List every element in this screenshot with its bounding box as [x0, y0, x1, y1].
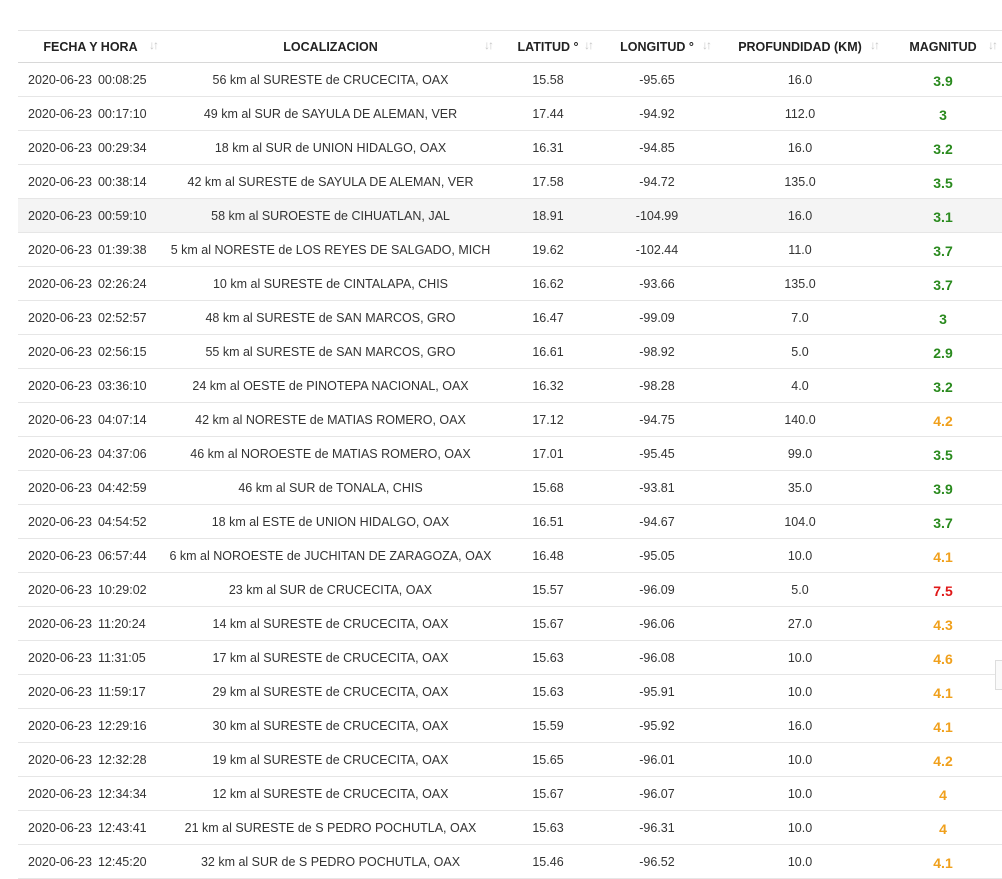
date-text: 2020-06-23 [28, 276, 92, 291]
cell-longitud: -96.52 [598, 845, 716, 879]
cell-magnitud: 4.2 [884, 403, 1002, 437]
date-text: 2020-06-23 [28, 140, 92, 155]
sort-arrows-icon[interactable]: ↓↑ [988, 38, 996, 52]
cell-fecha [18, 471, 163, 505]
cell-magnitud: 4 [884, 777, 1002, 811]
cell-longitud: -95.45 [598, 437, 716, 471]
date-text: 2020-06-23 [28, 752, 92, 767]
col-header-magnitud[interactable]: MAGNITUD ↓↑ [884, 31, 1002, 63]
cell-profundidad: 140.0 [716, 403, 884, 437]
cell-profundidad: 135.0 [716, 267, 884, 301]
cell-latitud: 16.32 [498, 369, 598, 403]
table-row[interactable] [18, 641, 1002, 675]
time-text: 00:29:34 [97, 140, 147, 155]
cell-fecha [18, 63, 163, 97]
cell-longitud: -93.66 [598, 267, 716, 301]
cell-magnitud: 4.2 [884, 743, 1002, 777]
cell-longitud: -96.01 [598, 743, 716, 777]
table-row[interactable] [18, 845, 1002, 879]
time-text: 12:32:28 [97, 752, 147, 767]
cell-latitud: 15.68 [498, 471, 598, 505]
cell-localizacion: 5 km al NORESTE de LOS REYES DE SALGADO, MICH [163, 233, 498, 267]
cell-magnitud: 4.1 [884, 539, 1002, 573]
table-row[interactable] [18, 267, 1002, 301]
date-text: 2020-06-23 [28, 548, 92, 563]
cell-localizacion: 18 km al ESTE de UNION HIDALGO, OAX [163, 505, 498, 539]
cell-latitud: 15.65 [498, 743, 598, 777]
cell-latitud: 17.01 [498, 437, 598, 471]
cell-profundidad: 5.0 [716, 335, 884, 369]
table-row[interactable] [18, 505, 1002, 539]
cell-magnitud: 2.9 [884, 335, 1002, 369]
cell-localizacion: 14 km al SURESTE de CRUCECITA, OAX [163, 607, 498, 641]
cell-magnitud: 3.7 [884, 267, 1002, 301]
cell-profundidad: 27.0 [716, 607, 884, 641]
cell-localizacion: 19 km al SURESTE de CRUCECITA, OAX [163, 743, 498, 777]
cell-localizacion: 24 km al OESTE de PINOTEPA NACIONAL, OAX [163, 369, 498, 403]
cell-fecha [18, 233, 163, 267]
cell-profundidad: 7.0 [716, 301, 884, 335]
cell-localizacion: 48 km al SURESTE de SAN MARCOS, GRO [163, 301, 498, 335]
date-text: 2020-06-23 [28, 378, 92, 393]
cell-magnitud: 7.5 [884, 573, 1002, 607]
sort-arrows-icon[interactable]: ↓↑ [149, 38, 157, 52]
col-header-profundidad[interactable]: PROFUNDIDAD (KM) ↓↑ [716, 31, 884, 63]
table-row[interactable] [18, 539, 1002, 573]
cell-latitud: 16.47 [498, 301, 598, 335]
table-row[interactable] [18, 233, 1002, 267]
cell-fecha [18, 811, 163, 845]
date-text: 2020-06-23 [28, 820, 92, 835]
date-text: 2020-06-23 [28, 786, 92, 801]
table-row[interactable] [18, 301, 1002, 335]
time-text: 12:45:20 [97, 854, 147, 869]
cell-fecha [18, 403, 163, 437]
cell-profundidad: 11.0 [716, 233, 884, 267]
table-row[interactable] [18, 675, 1002, 709]
table-row[interactable] [18, 811, 1002, 845]
cell-magnitud: 4.1 [884, 845, 1002, 879]
cell-longitud: -98.28 [598, 369, 716, 403]
cell-latitud: 16.61 [498, 335, 598, 369]
cell-localizacion: 18 km al SUR de UNION HIDALGO, OAX [163, 131, 498, 165]
table-row[interactable] [18, 437, 1002, 471]
cell-profundidad: 135.0 [716, 165, 884, 199]
cell-longitud: -99.09 [598, 301, 716, 335]
table-row[interactable] [18, 743, 1002, 777]
date-text: 2020-06-23 [28, 310, 92, 325]
date-text: 2020-06-23 [28, 650, 92, 665]
cell-profundidad: 16.0 [716, 63, 884, 97]
scroll-edge[interactable] [995, 660, 1002, 690]
cell-fecha [18, 505, 163, 539]
cell-fecha [18, 97, 163, 131]
cell-localizacion: 42 km al NORESTE de MATIAS ROMERO, OAX [163, 403, 498, 437]
cell-fecha [18, 267, 163, 301]
cell-latitud: 19.62 [498, 233, 598, 267]
cell-fecha [18, 845, 163, 879]
cell-localizacion: 58 km al SUROESTE de CIHUATLAN, JAL [163, 199, 498, 233]
cell-latitud: 17.12 [498, 403, 598, 437]
cell-magnitud: 3.9 [884, 63, 1002, 97]
cell-fecha [18, 301, 163, 335]
time-text: 11:59:17 [97, 684, 146, 699]
date-text: 2020-06-23 [28, 106, 92, 121]
cell-latitud: 16.48 [498, 539, 598, 573]
cell-fecha [18, 743, 163, 777]
cell-fecha [18, 539, 163, 573]
table-row[interactable] [18, 709, 1002, 743]
cell-localizacion: 49 km al SUR de SAYULA DE ALEMAN, VER [163, 97, 498, 131]
time-text: 06:57:44 [97, 548, 147, 563]
table-body [18, 63, 1002, 879]
cell-magnitud: 3.9 [884, 471, 1002, 505]
cell-magnitud: 4.3 [884, 607, 1002, 641]
cell-magnitud: 3 [884, 301, 1002, 335]
date-text: 2020-06-23 [28, 582, 92, 597]
col-header-longitud[interactable]: LONGITUD ° ↓↑ [598, 31, 716, 63]
time-text: 04:42:59 [97, 480, 147, 495]
date-text: 2020-06-23 [28, 718, 92, 733]
time-text: 11:20:24 [97, 616, 146, 631]
time-text: 00:17:10 [97, 106, 147, 121]
cell-latitud: 15.63 [498, 811, 598, 845]
date-text: 2020-06-23 [28, 616, 92, 631]
date-text: 2020-06-23 [28, 684, 92, 699]
table-row[interactable] [18, 403, 1002, 437]
time-text: 00:08:25 [97, 72, 147, 87]
cell-latitud: 16.31 [498, 131, 598, 165]
cell-fecha [18, 675, 163, 709]
cell-longitud: -95.92 [598, 709, 716, 743]
table-row[interactable] [18, 471, 1002, 505]
table-row[interactable] [18, 573, 1002, 607]
cell-magnitud: 4.1 [884, 709, 1002, 743]
cell-magnitud: 3.5 [884, 165, 1002, 199]
date-text: 2020-06-23 [28, 344, 92, 359]
earthquake-table [18, 30, 1002, 879]
cell-localizacion: 55 km al SURESTE de SAN MARCOS, GRO [163, 335, 498, 369]
cell-profundidad: 104.0 [716, 505, 884, 539]
cell-fecha [18, 709, 163, 743]
cell-longitud: -96.09 [598, 573, 716, 607]
cell-magnitud: 3.2 [884, 369, 1002, 403]
cell-latitud: 15.67 [498, 607, 598, 641]
cell-profundidad: 4.0 [716, 369, 884, 403]
sort-arrows-icon[interactable]: ↓↑ [870, 38, 878, 52]
cell-longitud: -94.92 [598, 97, 716, 131]
cell-longitud: -93.81 [598, 471, 716, 505]
cell-longitud: -94.72 [598, 165, 716, 199]
cell-profundidad: 10.0 [716, 675, 884, 709]
time-text: 04:37:06 [97, 446, 147, 461]
date-text: 2020-06-23 [28, 242, 92, 257]
date-text: 2020-06-23 [28, 480, 92, 495]
cell-fecha [18, 165, 163, 199]
date-text: 2020-06-23 [28, 514, 92, 529]
col-header-localizacion[interactable]: LOCALIZACION ↓↑ [163, 31, 498, 63]
cell-latitud: 16.62 [498, 267, 598, 301]
col-header-fecha[interactable]: FECHA Y HORA ↓↑ [18, 31, 163, 63]
cell-magnitud: 3.1 [884, 199, 1002, 233]
cell-profundidad: 10.0 [716, 811, 884, 845]
cell-fecha [18, 131, 163, 165]
col-header-latitud[interactable]: LATITUD ° ↓↑ [498, 31, 598, 63]
cell-latitud: 15.58 [498, 63, 598, 97]
time-text: 04:54:52 [97, 514, 147, 529]
time-text: 10:29:02 [97, 582, 147, 597]
cell-longitud: -102.44 [598, 233, 716, 267]
cell-fecha [18, 777, 163, 811]
cell-localizacion: 21 km al SURESTE de S PEDRO POCHUTLA, OAX [163, 811, 498, 845]
cell-profundidad: 16.0 [716, 131, 884, 165]
table-row[interactable] [18, 165, 1002, 199]
cell-magnitud: 3.7 [884, 233, 1002, 267]
cell-longitud: -94.75 [598, 403, 716, 437]
cell-localizacion: 29 km al SURESTE de CRUCECITA, OAX [163, 675, 498, 709]
table-row[interactable] [18, 131, 1002, 165]
cell-latitud: 18.91 [498, 199, 598, 233]
cell-profundidad: 10.0 [716, 845, 884, 879]
cell-latitud: 15.59 [498, 709, 598, 743]
cell-longitud: -96.06 [598, 607, 716, 641]
cell-localizacion: 10 km al SURESTE de CINTALAPA, CHIS [163, 267, 498, 301]
cell-localizacion: 6 km al NOROESTE de JUCHITAN DE ZARAGOZA, OAX [163, 539, 498, 573]
cell-longitud: -96.07 [598, 777, 716, 811]
cell-latitud: 17.44 [498, 97, 598, 131]
cell-profundidad: 5.0 [716, 573, 884, 607]
cell-profundidad: 10.0 [716, 777, 884, 811]
cell-fecha [18, 369, 163, 403]
cell-latitud: 15.63 [498, 675, 598, 709]
time-text: 03:36:10 [97, 378, 147, 393]
cell-magnitud: 4 [884, 811, 1002, 845]
time-text: 00:59:10 [97, 208, 147, 223]
cell-localizacion: 56 km al SURESTE de CRUCECITA, OAX [163, 63, 498, 97]
cell-fecha [18, 199, 163, 233]
time-text: 02:26:24 [97, 276, 147, 291]
cell-fecha [18, 335, 163, 369]
cell-fecha [18, 437, 163, 471]
cell-profundidad: 112.0 [716, 97, 884, 131]
header-row [18, 31, 1002, 63]
date-text: 2020-06-23 [28, 174, 92, 189]
cell-longitud: -95.91 [598, 675, 716, 709]
sort-arrows-icon[interactable]: ↓↑ [584, 38, 592, 52]
cell-localizacion: 30 km al SURESTE de CRUCECITA, OAX [163, 709, 498, 743]
time-text: 12:43:41 [97, 820, 147, 835]
cell-latitud: 15.57 [498, 573, 598, 607]
cell-longitud: -98.92 [598, 335, 716, 369]
cell-fecha [18, 641, 163, 675]
time-text: 01:39:38 [97, 242, 147, 257]
cell-latitud: 15.46 [498, 845, 598, 879]
cell-localizacion: 23 km al SUR de CRUCECITA, OAX [163, 573, 498, 607]
cell-magnitud: 3.2 [884, 131, 1002, 165]
cell-longitud: -94.67 [598, 505, 716, 539]
table-row[interactable] [18, 63, 1002, 97]
cell-longitud: -96.31 [598, 811, 716, 845]
time-text: 00:38:14 [97, 174, 147, 189]
table-row[interactable] [18, 97, 1002, 131]
date-text: 2020-06-23 [28, 72, 92, 87]
cell-fecha [18, 573, 163, 607]
table-row[interactable] [18, 199, 1002, 233]
date-text: 2020-06-23 [28, 854, 92, 869]
cell-localizacion: 12 km al SURESTE de CRUCECITA, OAX [163, 777, 498, 811]
cell-profundidad: 35.0 [716, 471, 884, 505]
cell-profundidad: 10.0 [716, 641, 884, 675]
cell-profundidad: 10.0 [716, 743, 884, 777]
time-text: 12:29:16 [97, 718, 147, 733]
cell-profundidad: 99.0 [716, 437, 884, 471]
cell-magnitud: 3 [884, 97, 1002, 131]
cell-localizacion: 32 km al SUR de S PEDRO POCHUTLA, OAX [163, 845, 498, 879]
cell-localizacion: 46 km al SUR de TONALA, CHIS [163, 471, 498, 505]
cell-latitud: 17.58 [498, 165, 598, 199]
cell-longitud: -95.05 [598, 539, 716, 573]
cell-fecha [18, 607, 163, 641]
table-row[interactable] [18, 369, 1002, 403]
cell-longitud: -95.65 [598, 63, 716, 97]
cell-profundidad: 16.0 [716, 709, 884, 743]
time-text: 11:31:05 [97, 650, 146, 665]
time-text: 02:56:15 [97, 344, 147, 359]
table-row[interactable] [18, 777, 1002, 811]
cell-longitud: -104.99 [598, 199, 716, 233]
table-row[interactable] [18, 335, 1002, 369]
cell-longitud: -96.08 [598, 641, 716, 675]
cell-magnitud: 4.6 [884, 641, 1002, 675]
time-text: 02:52:57 [97, 310, 147, 325]
cell-latitud: 15.63 [498, 641, 598, 675]
sort-arrows-icon[interactable]: ↓↑ [702, 38, 710, 52]
cell-profundidad: 10.0 [716, 539, 884, 573]
cell-latitud: 16.51 [498, 505, 598, 539]
sort-arrows-icon[interactable]: ↓↑ [484, 38, 492, 52]
time-text: 04:07:14 [97, 412, 147, 427]
cell-localizacion: 46 km al NOROESTE de MATIAS ROMERO, OAX [163, 437, 498, 471]
cell-magnitud: 3.5 [884, 437, 1002, 471]
cell-profundidad: 16.0 [716, 199, 884, 233]
table-row[interactable] [18, 607, 1002, 641]
date-text: 2020-06-23 [28, 208, 92, 223]
cell-magnitud: 3.7 [884, 505, 1002, 539]
cell-magnitud: 4.1 [884, 675, 1002, 709]
cell-longitud: -94.85 [598, 131, 716, 165]
date-text: 2020-06-23 [28, 446, 92, 461]
cell-localizacion: 17 km al SURESTE de CRUCECITA, OAX [163, 641, 498, 675]
time-text: 12:34:34 [97, 786, 147, 801]
cell-localizacion: 42 km al SURESTE de SAYULA DE ALEMAN, VER [163, 165, 498, 199]
date-text: 2020-06-23 [28, 412, 92, 427]
cell-latitud: 15.67 [498, 777, 598, 811]
